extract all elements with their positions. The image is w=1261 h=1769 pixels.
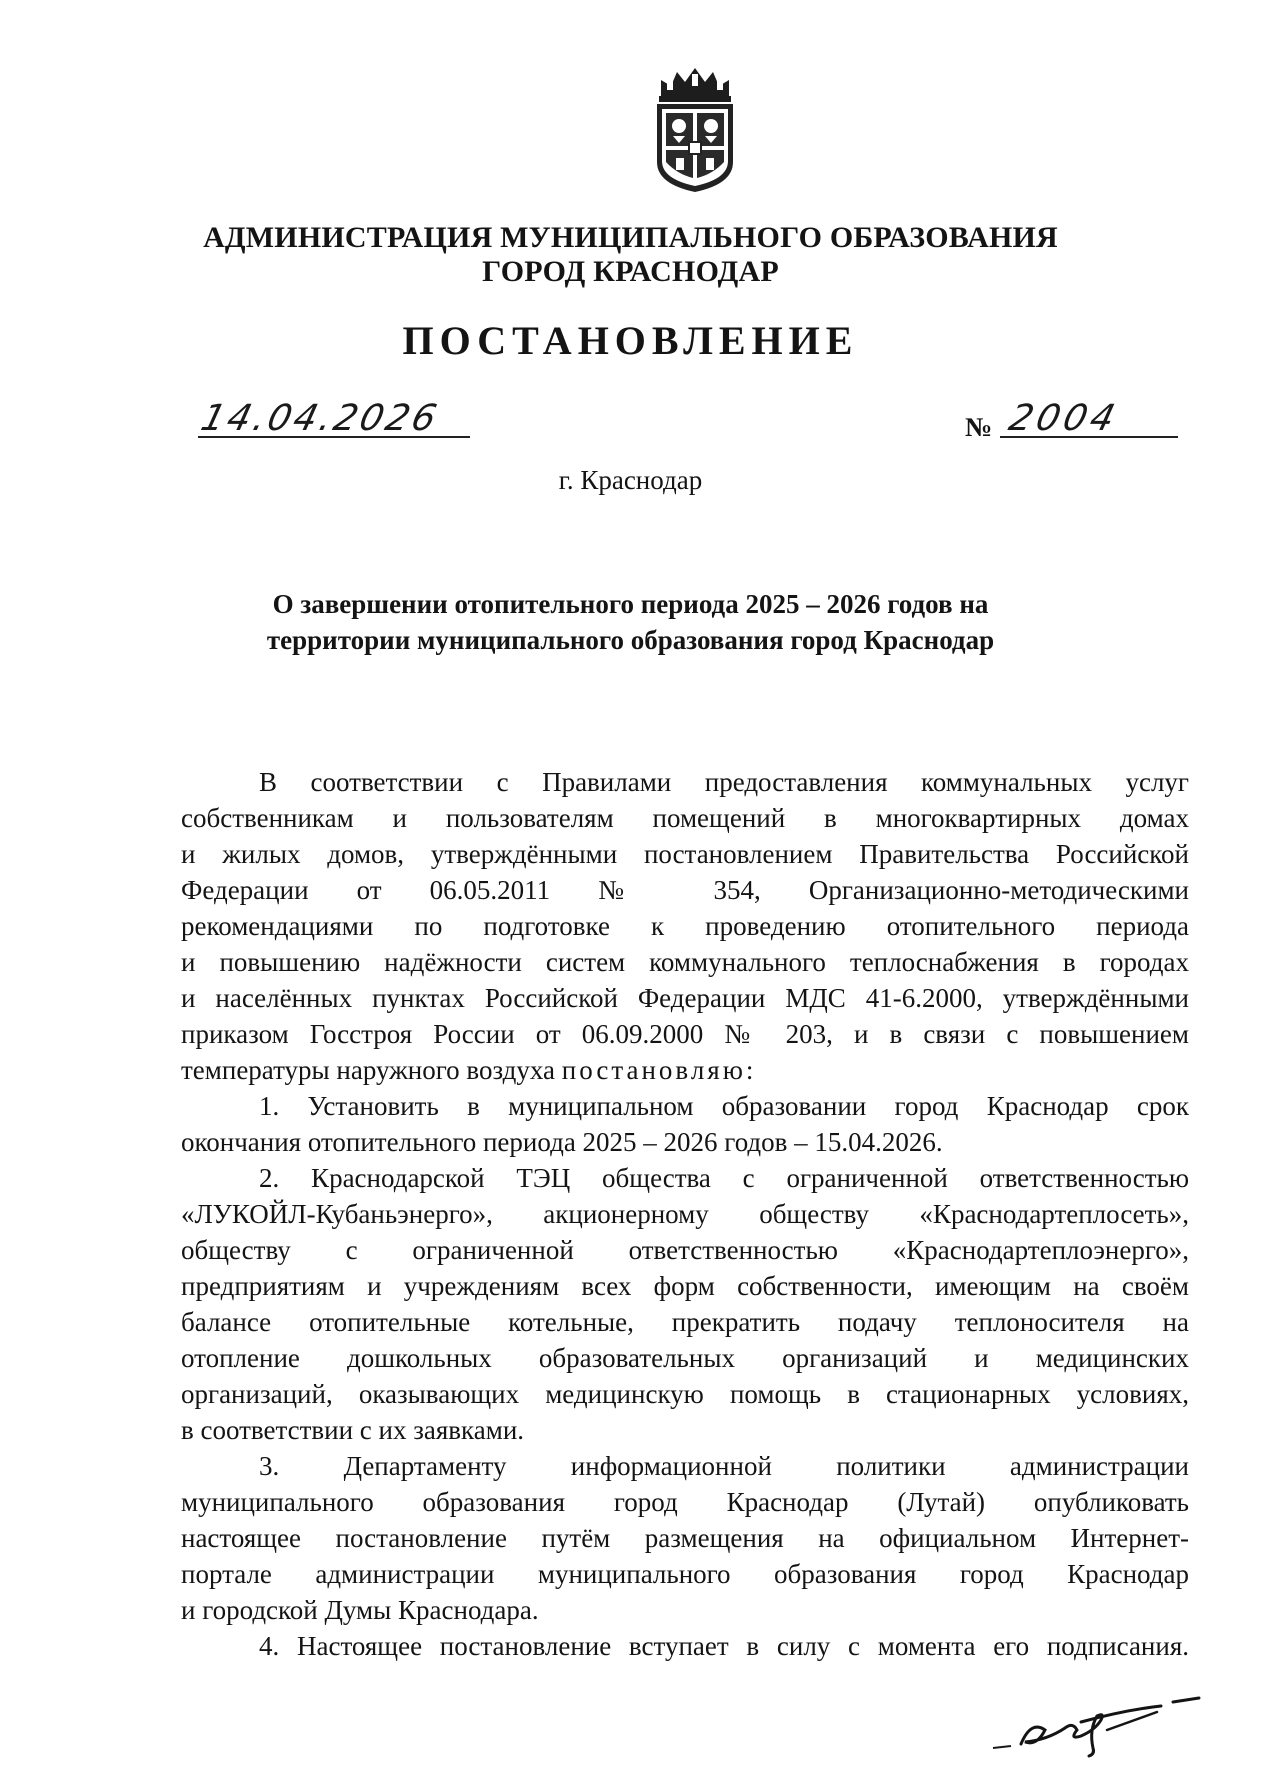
- body-line: В соответствии с Правилами предоставления коммунальных услуг: [259, 767, 1189, 797]
- handwritten-signature: [985, 1690, 1220, 1760]
- body-line: и населённых пунктах Российской Федерации МДС 41-6.2000, утверждёнными: [181, 983, 1189, 1013]
- body-line: настоящее постановление путём размещения на официальном Интернет-: [181, 1523, 1189, 1553]
- subject-line-2: территории муниципального образования город Краснодар: [266, 625, 995, 655]
- body-line: «ЛУКОЙЛ-Кубаньэнерго», акционерному обществу «Краснодартеплосеть»,: [181, 1199, 1189, 1229]
- body-line: собственникам и пользователям помещений в многоквартирных домах: [181, 803, 1189, 833]
- operative-keyword: постановляю:: [561, 1055, 757, 1085]
- body-line: отопление дошкольных образовательных организаций и медицинских: [181, 1343, 1189, 1373]
- organization-name-line-2: ГОРОД КРАСНОДАР: [482, 255, 779, 288]
- body-line: муниципального образования город Краснодар (Лутай) опубликовать: [181, 1487, 1189, 1517]
- body-line: организаций, оказывающих медицинскую помощь в стационарных условиях,: [181, 1379, 1189, 1409]
- organization-name-line-1: АДМИНИСТРАЦИЯ МУНИЦИПАЛЬНОГО ОБРАЗОВАНИЯ: [203, 221, 1058, 254]
- body-line: приказом Госстроя России от 06.09.2000 № 203, и в связи с повышением: [181, 1019, 1189, 1049]
- body-line: 2. Краснодарской ТЭЦ общества с ограниченной ответственностью: [259, 1163, 1189, 1193]
- body-line: предприятиям и учреждениям всех форм собственности, имеющим на своём: [181, 1271, 1189, 1301]
- body-line: и городской Думы Краснодара.: [181, 1595, 539, 1625]
- body-line: балансе отопительные котельные, прекратить подачу теплоносителя на: [181, 1307, 1189, 1337]
- subject-line-1: О завершении отопительного периода 2025 – 2026 годов на: [272, 589, 989, 619]
- body-line: обществу с ограниченной ответственностью «Краснодартеплоэнерго»,: [181, 1235, 1189, 1265]
- body-line: Федерации от 06.05.2011 № 354, Организационно-методическими: [181, 875, 1189, 905]
- document-date: 14.04.2026: [196, 398, 444, 439]
- body-line: портале администрации муниципального образования город Краснодар: [181, 1559, 1189, 1589]
- number-sign: №: [965, 412, 993, 442]
- body-line: 1. Установить в муниципальном образовании город Краснодар срок: [259, 1091, 1189, 1121]
- document-number: 2004: [1004, 398, 1123, 439]
- body-line: 3. Департаменту информационной политики администрации: [259, 1451, 1189, 1481]
- document-type-title: ПОСТАНОВЛЕНИЕ: [402, 318, 859, 363]
- body-line: окончания отопительного периода 2025 – 2026 годов – 15.04.2026.: [181, 1127, 943, 1157]
- city-name: г. Краснодар: [558, 465, 703, 495]
- body-line: [181, 1052, 756, 1088]
- body-line: и жилых домов, утверждёнными постановлением Правительства Российской: [181, 839, 1189, 869]
- body-text: температуры наружного воздуха: [181, 1055, 556, 1085]
- krasnodar-coat-of-arms-emblem: [647, 66, 743, 194]
- body-line: 4. Настоящее постановление вступает в силу с момента его подписания.: [259, 1631, 1189, 1661]
- body-line: и повышению надёжности систем коммунального теплоснабжения в городах: [181, 947, 1189, 977]
- body-line: в соответствии с их заявками.: [181, 1415, 525, 1445]
- body-line: рекомендациями по подготовке к проведению отопительного периода: [181, 911, 1189, 941]
